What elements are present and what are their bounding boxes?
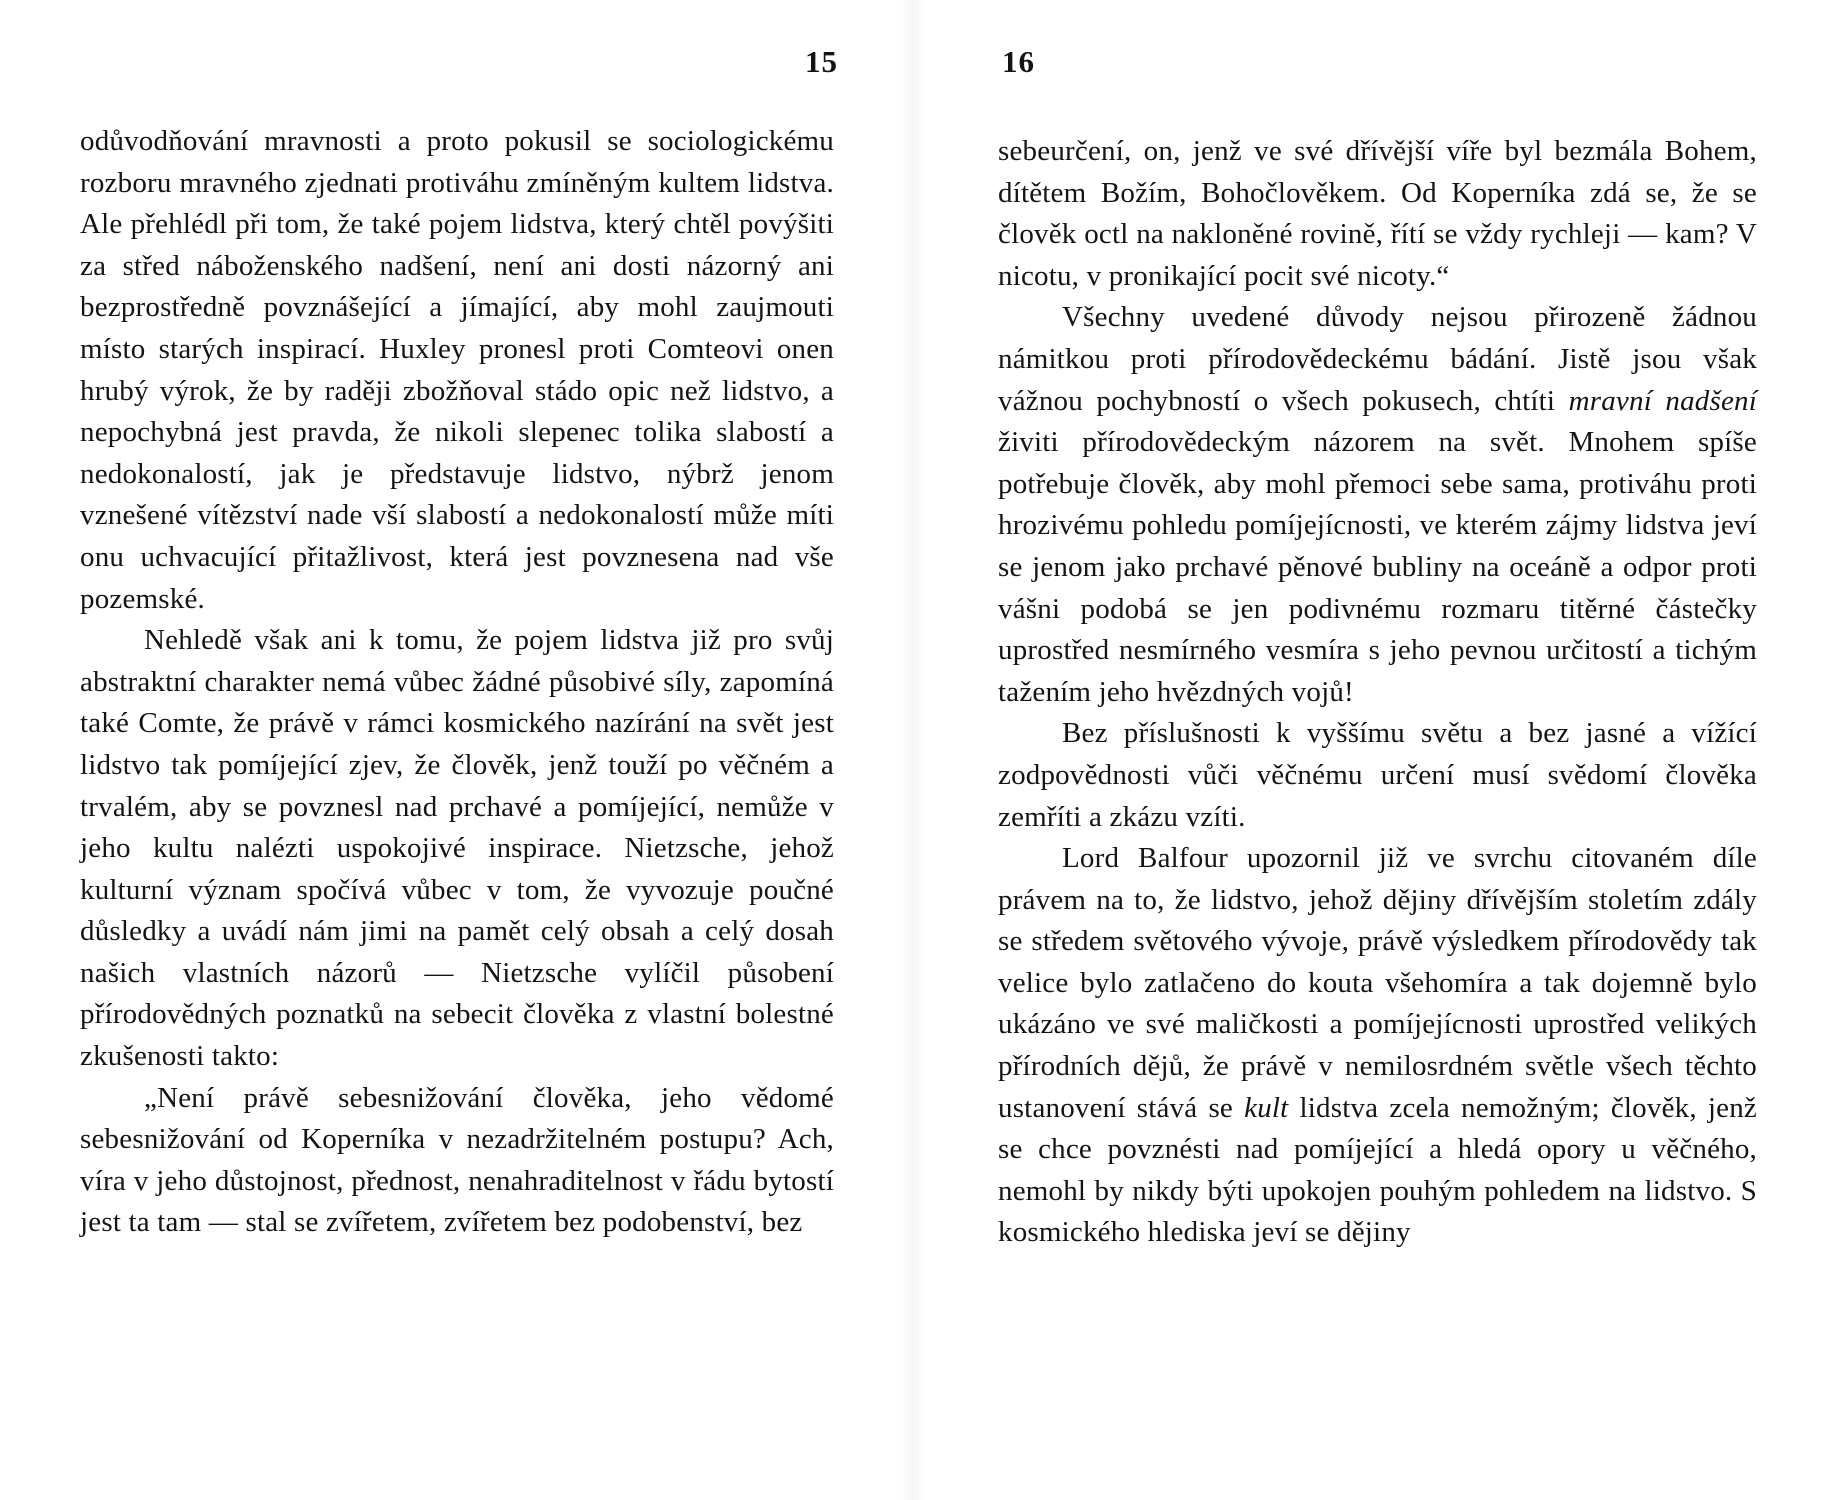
paragraph-text: lidstva zcela nemožným; člověk, jenž se chce povznésti nad pomíjející a hledá opory u věčného, nemohl by nikdy býti upokojen pouhým pohledem na lidstvo. S kosmického hlediska jeví se dějiny — [998, 1091, 1757, 1249]
emphasized-text: kult — [1244, 1091, 1289, 1124]
right-page — [998, 0, 1757, 1500]
page-number: 15 — [805, 44, 838, 79]
left-page — [80, 0, 838, 1500]
paragraph-text: odůvodňování mravnosti a proto pokusil se sociologickému rozboru mravného zjednati protiváhu zmíněným kultem lidstva. Ale přehlédl při tom, že také pojem lidstva, který chtěl povýšiti za střed náboženského nadšení, není ani dosti názorný ani bezprostředně povznášející a jímající, aby mohl zaujmouti místo starých inspirací. Huxley pronesl proti Comteovi onen hrubý výrok, že by raději zbožňoval stádo opic než lidstvo, a nepochybná jest pravda, že nikoli slepenec tolika slabostí a nedokonalostí, jak je představuje lidstvo, nýbrž jenom vznešené vítězství nade vší slabostí a nedokonalostí může míti onu uchvacující přitažlivost, která jest povznesena nad vše pozemské. — [80, 125, 834, 615]
book-gutter — [900, 0, 926, 1500]
paragraph — [80, 620, 834, 1078]
paragraph — [998, 297, 1757, 713]
paragraph-text: Bez příslušnosti k vyššímu světu a bez jasné a vížící zodpovědnosti vůči věčnému určení musí svědomí člověka zemříti a zkázu vzíti. — [998, 717, 1757, 833]
paragraph — [998, 713, 1757, 838]
paragraph-text: Nehledě však ani k tomu, že pojem lidstva již pro svůj abstraktní charakter nemá vůbec žádné působivé síly, zapomíná také Comte, že právě v rámci kosmického nazírání na svět jest lidstvo tak pomíjející zjev, že člověk, jenž touží po věčném a trvalém, aby se povznesl nad prchavé a pomíjející, nemůže v jeho kultu nalézti uspokojivé inspirace. Nietzsche, jehož kulturní význam spočívá vůbec v tom, že vyvozuje poučné důsledky a uvádí nám jimi na pamět celý obsah a celý dosah našich vlastních názorů — Nietzsche vylíčil působení přírodovědných poznatků na sebecit člověka z vlastní bolestné zkušenosti takto: — [80, 624, 834, 1073]
paragraph-text: „Není právě sebesnižování člověka, jeho vědomé sebesnižování od Koperníka v nezadržitelném postupu? Ach, víra v jeho důstojnost, přednost, nenahraditelnost v řádu bytostí jest ta tam — stal se zvířetem, zvířetem bez podobenství, bez — [80, 1081, 834, 1239]
paragraph — [80, 121, 834, 620]
paragraph-text: sebeurčení, on, jenž ve své dřívější víře byl bezmála Bohem, dítětem Božím, Bohočlověkem. Od Koperníka zdá se, že se člověk octl na nakloněné rovině, řítí se vždy rychleji — kam? V nicotu, v pronikající pocit své nicoty.“ — [998, 135, 1757, 292]
paragraph — [998, 131, 1757, 297]
paragraph — [998, 838, 1757, 1254]
paragraph-text: Lord Balfour upozornil již ve svrchu citovaném díle právem na to, že lidstvo, jehož dějiny dřívějším stoletím zdály se středem světového vývoje, právě výsledkem přírodovědy tak velice bylo zatlačeno do kouta všehomíra a tak dojemně bylo ukázáno ve své maličkosti a pomíjejícnosti uprostřed velikých přírodních dějů, že právě v nemilosrdném světle všech těchto ustanovení stává se — [998, 842, 1757, 1124]
paragraph — [80, 1078, 834, 1244]
page-number: 16 — [1002, 44, 1035, 79]
emphasized-text: mravní nadšení — [1568, 384, 1757, 417]
paragraph-text: živiti přírodovědeckým názorem na svět. Mnohem spíše potřebuje člověk, aby mohl přemoci sebe sama, protiváhu proti hrozivému pohledu pomíjejícnosti, ve kterém zájmy lidstva jeví se jenom jako prchavé pěnové bubliny na oceáně a odpor proti vášni podobá se jen podivnému rozmaru titěrné částečky uprostřed nesmírného vesmíra s jeho pevnou určitostí a tichým tažením jeho hvězdných vojů! — [998, 426, 1757, 708]
page-text — [80, 121, 834, 1244]
paragraph-text: Všechny uvedené důvody nejsou přirozeně žádnou námitkou proti přírodovědeckému bádání. Jistě jsou však vážnou pochybností o všech pokusech, chtíti — [998, 301, 1757, 417]
page-text — [998, 131, 1757, 1254]
